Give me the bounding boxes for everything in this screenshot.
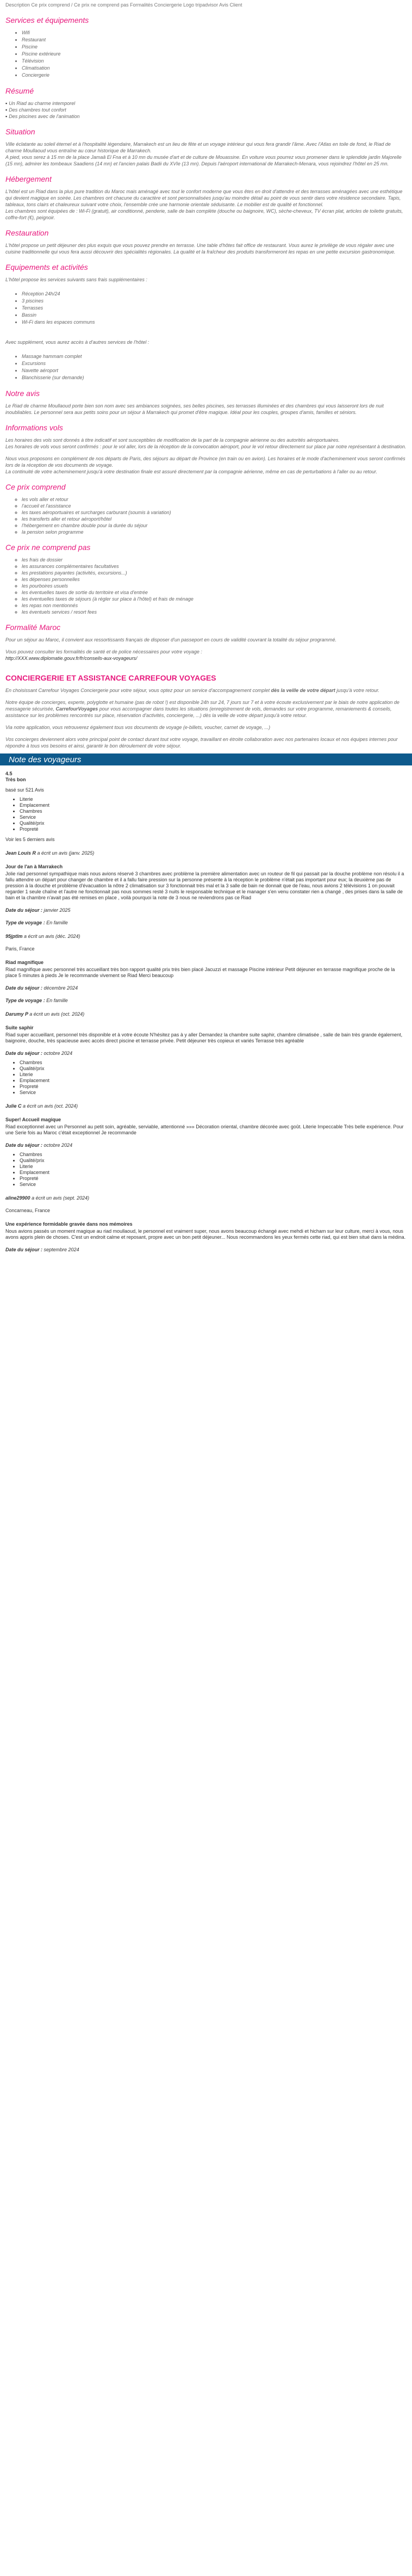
prix-non-comprend-list bbox=[5, 557, 407, 615]
type-label: Type de voyage : bbox=[5, 998, 45, 1003]
list-item: • Propreté bbox=[20, 826, 407, 832]
conciergerie-p4: Vos concierges deviennent alors votre principal point de contact durant tout votre voyage, travaillant en étroite collaboration avec nos partenaires locaux et nos équipes internes pour répondre à tous vos besoins et ainsi, garantir le bon déroulement de votre séjour. bbox=[5, 737, 398, 749]
list-item: • Emplacement bbox=[20, 1078, 407, 1084]
type-value: En famille bbox=[46, 998, 68, 1003]
services-list bbox=[5, 29, 407, 79]
list-item: • Service bbox=[20, 1090, 407, 1096]
review-city: Concarneau, France bbox=[5, 1208, 51, 1213]
formalites-link[interactable]: http://XXX.www.diplomatie.gouv.fr/fr/conseils-aux-voyageurs/ bbox=[5, 656, 138, 661]
review-type-line bbox=[5, 998, 407, 1004]
list-item: • Literie bbox=[20, 1072, 407, 1078]
review-author: Julie C bbox=[5, 1103, 22, 1109]
list-item: • Wifi bbox=[22, 29, 407, 36]
reviews-section bbox=[5, 771, 407, 1253]
review-date: a écrit un avis (oct. 2024) bbox=[23, 1103, 78, 1109]
review-body: Riad exceptionnel avec un Personnel au petit soin, agréable, serviable, attentionné »»» Décoration oriental, chambre décorée avec goût. Literie Impeccable Très belle expérience. Pour une Serie fois au Maroc c'était exceptionnel Je recommande bbox=[5, 1124, 404, 1135]
review-body: Jolie riad personnel sympathique mais nous avions réservé 3 chambres avec problème la première alimentation avec un routeur de fil qui passait par la douche problème non résolu il a fallu attendre un départ pour changer de chambre et il a fallu faire pression sur la personne présente à la réception le problème n'était pas important pour eux; la deuxième pas de pression à la douche et problème d'évacuation la nôtre 2 climatisation sur 3 fonctionnait très mal et la 3 salle de bain ne donnait que de l'eau, nous avions 2 télévisions 1 on pouvait regarder 1 seule chaîne et l'autre ne fonctionnait pas nous sommes resté 3 nuits le responsable technique et le manager s'en venu constater rien a changé , des prises dans la salle de bain et la chambre n'avait pas été remises en place , voilà pourquoi la note de 3 nous ne reviendrons pas ce Riad bbox=[5, 871, 404, 900]
conciergerie-p2 bbox=[5, 699, 407, 719]
review-criteria-list bbox=[5, 1060, 407, 1096]
stay-label: Date du séjour : bbox=[5, 907, 43, 913]
review-author: Jean Louis R bbox=[5, 850, 36, 856]
list-item: • Conciergerie bbox=[22, 72, 407, 79]
stay-label: Date du séjour : bbox=[5, 1247, 43, 1252]
formalite-title: Formalité Maroc bbox=[5, 623, 61, 632]
activites-intro: L'hôtel propose les services suivants sans frais supplémentaires : bbox=[5, 277, 147, 282]
situation-p1: Ville éclatante au soleil éternel et à l'hospitalité légendaire, Marrakech est un lieu de fête et un voyage intérieur qui vous fera grandir l'âme. Avec l'Atlas en toile de fond, le Riad de charme Moullaoud vous entraîne au cœur historique de Marrakech. bbox=[5, 141, 391, 153]
type-label: Type de voyage : bbox=[5, 920, 45, 925]
list-item: • Piscine bbox=[22, 44, 407, 51]
prix-comprend-title: Ce prix comprend bbox=[5, 483, 66, 491]
conciergerie-p1-text: En choisissant Carrefour Voyages Conciergerie pour votre séjour, vous optez pour un service d'accompagnement complet bbox=[5, 688, 271, 693]
conciergerie-p1-bold: dès la veille de votre départ bbox=[271, 688, 335, 693]
conciergerie-p3: Via notre application, vous retrouverez également tous vos documents de voyage (e-billets, voucher, carnet de voyage, ...) bbox=[5, 725, 271, 730]
list-item: ◦ l'accueil et l'assistance bbox=[22, 503, 407, 509]
formalite-p1: Pour un séjour au Maroc, il convient aux ressortissants français de disposer d'un passeport en cours de validité couvrant la totalité du séjour programmé. bbox=[5, 637, 337, 643]
resume-list bbox=[5, 100, 407, 120]
formalite-link-line bbox=[5, 655, 407, 662]
review-date: a écrit un avis (janv. 2025) bbox=[37, 850, 95, 856]
type-value: En famille bbox=[46, 920, 68, 925]
list-item: • Massage hammam complet bbox=[22, 353, 407, 360]
list-item: ◦ les frais de dossier bbox=[22, 557, 407, 563]
review-title: Suite saphir bbox=[5, 1025, 34, 1030]
activites-title: Equipements et activités bbox=[5, 263, 88, 271]
review-date: a écrit un avis (sept. 2024) bbox=[32, 1195, 90, 1201]
list-item: • Chambres bbox=[20, 808, 407, 814]
review-type-line bbox=[5, 920, 407, 926]
review-stay-line bbox=[5, 985, 407, 991]
list-item: ◦ les assurances complémentaires facultatives bbox=[22, 563, 407, 570]
list-item: ▪ Un Riad au charme intemporel bbox=[5, 100, 407, 107]
review-author: Darumy P bbox=[5, 1011, 28, 1017]
reviews-header-bar bbox=[0, 753, 412, 765]
review-date: a écrit un avis (déc. 2024) bbox=[24, 934, 80, 939]
list-item: • Navette aéroport bbox=[22, 367, 407, 374]
stay-date: janvier 2025 bbox=[43, 907, 71, 913]
list-item: ◦ les pourboires usuels bbox=[22, 583, 407, 589]
review-title: Super! Accueil magique bbox=[5, 1117, 61, 1122]
list-item: ◦ les vols aller et retour bbox=[22, 496, 407, 503]
services-title: Services et équipements bbox=[5, 16, 89, 24]
reviews-title: Note des voyageurs bbox=[9, 755, 82, 764]
list-item: • Service bbox=[20, 1182, 407, 1188]
stay-date: décembre 2024 bbox=[43, 985, 78, 991]
review-title: Une expérience formidable gravée dans nos mémoires bbox=[5, 1221, 133, 1227]
paid-services-list bbox=[5, 353, 407, 381]
stay-date: octobre 2024 bbox=[43, 1142, 73, 1148]
list-item: • Chambres bbox=[20, 1152, 407, 1158]
list-item: • Wi-Fi dans les espaces communs bbox=[22, 319, 407, 326]
list-item: • Réception 24h/24 bbox=[22, 291, 407, 298]
list-item: • Qualité/prix bbox=[20, 820, 407, 826]
review-body: Riad magnifique avec personnel très accueillant très bon rapport qualité prix très bien placé Jacuzzi et massage Piscine intérieur Petit déjeuner en terrasse magnifique proche de la place 5 minutes à pieds Je le recommande vivement se Riad Merci beaucoup bbox=[5, 967, 395, 978]
hebergement-p2: Les chambres sont équipées de : Wi-Fi (gratuit), air conditionné, penderie, salle de bain complète (douche ou baignoire, WC), sèche-cheveux, TV écran plat, articles de toilette gratuits, coffre-fort (€), peignoir. bbox=[5, 208, 403, 220]
stay-date: octobre 2024 bbox=[43, 1051, 73, 1056]
top-nav-text: Description Ce prix comprend / Ce prix ne comprend pas Formalités Conciergerie Logo tripadvisor Avis Client bbox=[5, 2, 242, 8]
notre-avis-title: Notre avis bbox=[5, 389, 40, 398]
list-item: ◦ la pension selon programme bbox=[22, 529, 407, 535]
list-item: • Literie bbox=[20, 1164, 407, 1170]
list-item: ▪ Des chambres tout confort bbox=[5, 107, 407, 113]
review-stay-line bbox=[5, 1142, 407, 1148]
list-item: • Qualité/prix bbox=[20, 1158, 407, 1164]
free-services-list bbox=[5, 291, 407, 326]
notre-avis-p1: Le Riad de charme Moullaoud porte bien son nom avec ses ambiances soignées, ses belles piscines, ses terrasses illuminées et des chambres qui vous laisseront lors de nuit inoubliables. Le personnel sera aux petits soins pour un séjour à Marrakech qui promet d'être magique. Idéal pour les couples, groupes d'amis, familles et séniors. bbox=[5, 403, 384, 415]
conciergerie-title: CONCIERGERIE ET ASSISTANCE CARREFOUR VOYAGES bbox=[5, 674, 216, 682]
list-item: ◦ les éventuels services / resort fees bbox=[22, 609, 407, 615]
list-item: • Piscine extérieure bbox=[22, 51, 407, 58]
list-item: ◦ les dépenses personnelles bbox=[22, 576, 407, 583]
restauration-title: Restauration bbox=[5, 228, 49, 237]
review-stay-line bbox=[5, 1247, 407, 1253]
list-item: • Télévision bbox=[22, 58, 407, 65]
criteria-list bbox=[5, 796, 407, 832]
list-item: • Blanchisserie (sur demande) bbox=[22, 374, 407, 381]
prix-non-comprend-title: Ce prix ne comprend pas bbox=[5, 543, 91, 552]
conciergerie-p2-bold: CarrefourVoyages bbox=[55, 706, 98, 712]
review-stay-line bbox=[5, 1051, 407, 1057]
review-criteria-list bbox=[5, 1152, 407, 1188]
infos-p4: La continuité de votre acheminement jusqu'à votre destination finale est assuré directement par la compagnie aérienne, même en cas de perturbations à l'aller ou au retour. bbox=[5, 469, 377, 474]
list-item: • Bassin bbox=[22, 312, 407, 319]
list-item: ◦ les prestations payantes (activités, excursions...) bbox=[22, 570, 407, 576]
review-title: Jour de l'an à Marrakech bbox=[5, 864, 63, 869]
conciergerie-p2-end: pour vous accompagner dans toutes les situations (enregistrement de vols, demandes sur votre programme, remaniements & conseils, assistance sur les problèmes rencontrés sur place, réservation d'activités, conciergerie, ...) dès la veille de votre départ jusqu'à votre retour. bbox=[5, 706, 392, 718]
list-item: ◦ l'hébergement en chambre double pour la durée du séjour bbox=[22, 522, 407, 529]
list-item: • Excursions bbox=[22, 360, 407, 367]
review-author: aline29900 bbox=[5, 1195, 30, 1201]
list-item: • Propreté bbox=[20, 1084, 407, 1090]
hebergement-p1: L'hôtel est un Riad dans la plus pure tradition du Maroc mais aménagé avec tout le confort moderne que vous êtes en droit d'attendre et des terrasses aménagées avec une esthétique qui devient magique en soirée. Les chambres ont chacune du caractère et sont personnalisées jusqu'au moindre détail au point de vous sentir dans votre résidence secondaire. Tapis, tableaux, tons clairs et chaleureux suivant votre choix, l'ensemble crée une harmonie orientale séduisante. Le mobilier est de qualité et fonctionnel. bbox=[5, 189, 403, 207]
review-date: a écrit un avis (oct. 2024) bbox=[29, 1011, 85, 1017]
review-author-line bbox=[5, 1103, 407, 1109]
resume-title: Résumé bbox=[5, 87, 34, 95]
stay-label: Date du séjour : bbox=[5, 1051, 43, 1056]
list-item: ◦ les éventuelles taxes de sortie du territoire et visa d'entrée bbox=[22, 589, 407, 596]
restauration-p1: L'hôtel propose un petit déjeuner des plus exquis que vous pouvez prendre en terrasse. Une table d'hôtes fait office de restaurant. Vous aurez le privilège de vous régaler avec une cuisine traditionnelle qui vous fera aussi découvrir des spécialités régionales. La qualité et la fraîcheur des produits transformeront les repas en une petite excursion gastronomique. bbox=[5, 243, 396, 255]
conciergerie-p2-text: Notre équipe de concierges, experte, polyglotte et humaine (pas de robot !) est disponible 24h sur 24, 7 jours sur 7 et à votre écoute exclusivement par le biais de notre application de messagerie sécurisée, bbox=[5, 700, 399, 712]
infos-p1: Les horaires des vols sont donnés à titre indicatif et sont susceptibles de modification de la part de la compagnie aérienne ou des autorités aéroportuaires. bbox=[5, 437, 340, 443]
list-item: • Terrasses bbox=[22, 305, 407, 312]
list-item: • Restaurant bbox=[22, 36, 407, 44]
see-last-reviews[interactable]: Voir les 5 derniers avis bbox=[5, 837, 55, 842]
conciergerie-p1 bbox=[5, 687, 407, 694]
review-stay-line bbox=[5, 907, 407, 913]
list-item: • 3 piscines bbox=[22, 298, 407, 305]
list-item: • Propreté bbox=[20, 1176, 407, 1182]
review-title: Riad magnifique bbox=[5, 960, 44, 965]
review-author-line bbox=[5, 850, 407, 856]
stay-date: septembre 2024 bbox=[43, 1247, 79, 1252]
infos-p2: Les horaires de vols vous seront confirmés : pour le vol aller, lors de la réception de la convocation aéroport, pour le vol retour directement sur place par notre représentant à destination. bbox=[5, 444, 407, 449]
list-item: • Literie bbox=[20, 796, 407, 802]
page bbox=[0, 0, 412, 1253]
rating-score: 4.5 bbox=[5, 771, 13, 776]
review-author-line bbox=[5, 1195, 407, 1201]
activites-paid-intro: Avec supplément, vous aurez accès à d'autres services de l'hôtel : bbox=[5, 339, 149, 345]
list-item: ▪ Des piscines avec de l'animation bbox=[5, 113, 407, 120]
stay-label: Date du séjour : bbox=[5, 1142, 43, 1148]
rating-label: Très bon bbox=[5, 777, 26, 782]
stay-label: Date du séjour : bbox=[5, 985, 43, 991]
hebergement-title: Hébergement bbox=[5, 175, 52, 183]
situation-p2: A pied, vous serez à 15 mn de la place Jamaâ El Fna et à 10 mn du musée d'art et de culture de Mouassine. En voiture vous pourrez vous promener dans le splendide jardin Majorelle (15 mn), admirer les tombeaux Saadiens (14 mn) et l'ancien palais Badii du XVIe (13 mn). Depuis l'aéroport international de Marrakech-Menara, vous rejoindrez l'hôtel en 25 mn. bbox=[5, 155, 402, 166]
review-author: 95jptlm bbox=[5, 934, 23, 939]
list-item: ◦ les éventuelles taxes de séjours (à régler sur place à l'hôtel) et frais de ménage bbox=[22, 596, 407, 602]
review-author-line bbox=[5, 934, 407, 940]
review-count: basé sur 521 Avis bbox=[5, 787, 44, 793]
list-item: • Service bbox=[20, 814, 407, 820]
list-item: • Emplacement bbox=[20, 1170, 407, 1176]
review-city: Paris, France bbox=[5, 946, 35, 952]
list-item: • Climatisation bbox=[22, 65, 407, 72]
list-item: • Emplacement bbox=[20, 802, 407, 808]
review-body: Riad super accueillant, personnel très disponible et à votre écoute N'hésitez pas à y aller Demandez la chambre suite saphir, chambre climatisée , salle de bain très grande également, baignoire, douche, très spacieuse avec accès direct piscine et terrasse privée. Petit déjeuner très copieux et variés Terrasse très agréable bbox=[5, 1032, 403, 1043]
formalite-p2: Vous pouvez consulter les formalités de santé et de police nécessaires pour votre voyage : bbox=[5, 649, 202, 654]
list-item: • Chambres bbox=[20, 1060, 407, 1066]
infos-vols-title: Informations vols bbox=[5, 423, 63, 432]
list-item: ◦ les repas non mentionnés bbox=[22, 602, 407, 609]
prix-comprend-list bbox=[5, 496, 407, 535]
review-body: Nous avions passés un moment magique au riad moullaoud, le personnel est vraiment super, nous avons beaucoup échangé avec mehdi et hicham sur leur culture, merci à vous, nous avons appris plein de choses. C'est un endroit calme et reposant, propre avec un bon petit déjeuner... Nous recommandons les yeux fermés cette riad, qui est bien situé dans la médina. bbox=[5, 1228, 406, 1240]
infos-p3: Nous vous proposons en complément de nos départs de Paris, des séjours au départ de Province (en train ou en avion). Les horaires et le mode d'acheminement vous seront confirmés lors de la réception de vos documents de voyage. bbox=[5, 456, 405, 468]
review-author-line bbox=[5, 1011, 407, 1017]
situation-title: Situation bbox=[5, 127, 35, 136]
list-item: • Qualité/prix bbox=[20, 1066, 407, 1072]
list-item: ◦ les transferts aller et retour aéroport/hôtel bbox=[22, 516, 407, 522]
conciergerie-p1-end: jusqu'à votre retour. bbox=[335, 688, 380, 693]
list-item: ◦ les taxes aéroportuaires et surcharges carburant (soumis à variation) bbox=[22, 509, 407, 516]
